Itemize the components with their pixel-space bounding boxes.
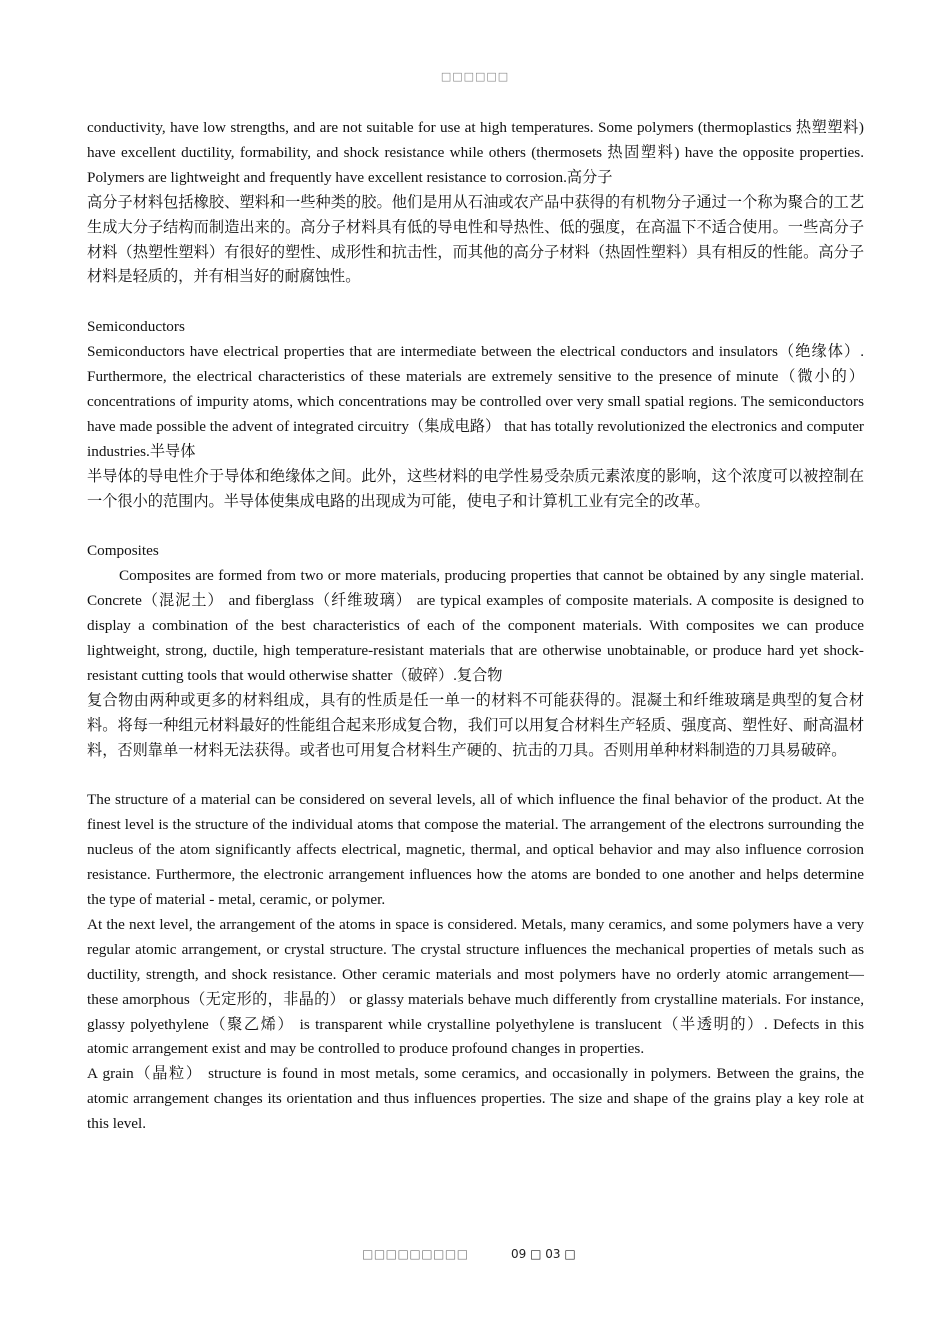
- footer-label: □□□□□□□□□: [362, 1247, 469, 1261]
- page-number: 09 □ 03 □: [511, 1247, 576, 1261]
- document-body: [87, 116, 864, 1137]
- composites-heading: Composites: [87, 542, 159, 560]
- structure-paragraph-arrangement: At the next level, the arrangement of the atoms in space is considered. Metals, many ceramics, and some polymers have a very regular atomic arrangement, or crystal structure. The crystal structure influences the mechanical properties of metals such as ductility, strength, and shock resistance. Other ceramic materials and most polymers have no orderly atomic arrangement—these amorphous（无定形的，非晶的） or glassy materials behave much differently from crystalline materials. For instance, glassy polyethylene（聚乙烯） is transparent while crystalline polyethylene is translucent（半透明的）. Defects in this atomic arrangement exist and may be controlled to produce profound changes in properties.: [87, 915, 864, 1058]
- semiconductors-english-paragraph: Semiconductors have electrical properties that are intermediate between the electrical conductors and insulators（绝缘体）. Furthermore, the electrical characteristics of these materials are extremely sensitive to the presence of minute（微小的）concentrations of impurity atoms, which concentrations may be controlled over very small spatial regions. The semiconductors have made possible the advent of integrated circuitry（集成电路） that has totally revolutionized the electronics and computer industries.半导体: [87, 343, 864, 460]
- polymers-english-paragraph: conductivity, have low strengths, and are not suitable for use at high temperatures. Some polymers (thermoplastics 热塑塑料) have excellent ductility, formability, and shock resistance while others (thermosets 热固塑料) have the opposite properties. Polymers are lightweight and frequently have excellent resistance to corrosion.高分子: [87, 119, 864, 186]
- spacer: [87, 764, 864, 789]
- semiconductors-heading: Semiconductors: [87, 318, 185, 336]
- spacer: [87, 514, 864, 539]
- page-header: □□□□□□: [440, 70, 510, 83]
- polymers-chinese-paragraph: 高分子材料包括橡胶、塑料和一些种类的胶。他们是用从石油或农产品中获得的有机物分子通过一个称为聚合的工艺生成大分子结构而制造出来的。高分子材料具有低的导电性和导热性、低的强度，在高温下不适合使用。一些高分子材料（热塑性塑料）有很好的塑性、成形性和抗击性，而其他的高分子材料（热固性塑料）具有相反的性能。高分子材料是轻质的，并有相当好的耐腐蚀性。: [87, 193, 864, 286]
- semiconductors-chinese-paragraph: 半导体的导电性介于导体和绝缘体之间。此外，这些材料的电学性易受杂质元素浓度的影响，这个浓度可以被控制在一个很小的范围内。半导体使集成电路的出现成为可能，使电子和计算机工业有完全的改革。: [87, 467, 864, 510]
- spacer: [87, 290, 864, 315]
- composites-chinese-paragraph: 复合物由两种或更多的材料组成，具有的性质是任一单一的材料不可能获得的。混凝土和纤维玻璃是典型的复合材料。将每一种组元材料最好的性能组合起来形成复合物，我们可以用复合材料生产轻质、强度高、塑性好、耐高温材料，否则靠单一材料无法获得。或者也可用复合材料生产硬的、抗击的刀具。否则用单种材料制造的刀具易破碎。: [87, 691, 864, 759]
- structure-paragraph-grain: A grain（晶粒） structure is found in most metals, some ceramics, and occasionally in polymers. Between the grains, the atomic arrangement changes its orientation and thus influences properties. The size and shape of the grains play a key role at this level.: [87, 1065, 864, 1133]
- structure-paragraph-atomic: The structure of a material can be considered on several levels, all of which influence the final behavior of the product. At the finest level is the structure of the individual atoms that compose the material. The arrangement of the electrons surrounding the nucleus of the atom significantly affects electrical, magnetic, thermal, and optical behavior and may also influence corrosion resistance. Furthermore, the electronic arrangement influences how the atoms are bonded to one another and helps determine the type of material - metal, ceramic, or polymer.: [87, 791, 864, 909]
- composites-english-paragraph: Composites are formed from two or more materials, producing properties that cannot be obtained by any single material. Concrete（混泥土） and fiberglass（纤维玻璃） are typical examples of composite materials. A composite is designed to display a combination of the best characteristics of each of the component materials. With composites we can produce lightweight, strong, ductile, high temperature-resistant materials that are otherwise unobtainable, or produce hard yet shock-resistant cutting tools that would otherwise shatter（破碎）.复合物: [87, 567, 864, 684]
